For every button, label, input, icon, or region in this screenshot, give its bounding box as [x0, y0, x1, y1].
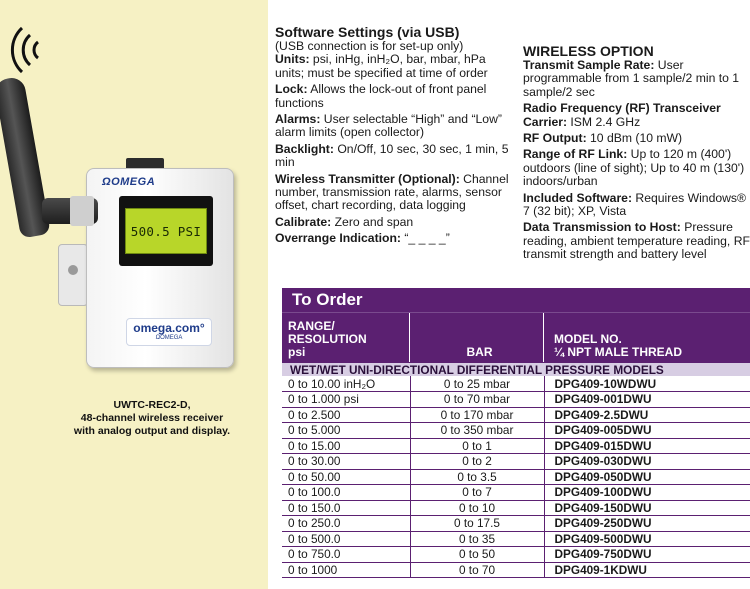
spec-item	[523, 192, 750, 219]
device-logo-subtext: ΩOMEGA	[155, 335, 183, 341]
model-number-cell: DPG409-005DWU	[544, 423, 750, 439]
bar-cell: 0 to 350 mbar	[410, 423, 544, 439]
bar-cell: 0 to 25 mbar	[410, 376, 544, 392]
wireless-option-section	[523, 43, 750, 262]
header-line: psi	[288, 345, 306, 359]
bar-cell: 0 to 70 mbar	[410, 392, 544, 408]
caption-line: UWTC-REC2-D,	[113, 399, 191, 411]
mounting-bracket	[58, 244, 88, 306]
bar-cell: 0 to 7	[410, 485, 544, 501]
range-cell: 0 to 750.0	[282, 547, 410, 563]
spec-item	[275, 143, 515, 170]
bar-cell: 0 to 10	[410, 500, 544, 516]
model-number-cell: DPG409-100DWU	[544, 485, 750, 501]
range-cell: 0 to 30.00	[282, 454, 410, 470]
table-header	[282, 312, 750, 362]
spec-item	[523, 132, 750, 145]
range-cell: 0 to 100.0	[282, 485, 410, 501]
order-rows	[282, 376, 750, 578]
software-settings-subheading: (USB connection is for set-up only)	[275, 39, 464, 53]
wireless-signal-icon	[6, 22, 50, 78]
photo-caption	[38, 399, 266, 438]
spec-value: User selectable “High” and “Low” alarm limits (open collector)	[275, 112, 502, 140]
spec-value: psi, inHg, inH₂O, bar, mbar, hPa units; must be specified at time of order	[275, 52, 488, 80]
range-cell: 0 to 15.00	[282, 438, 410, 454]
range-cell: 0 to 1.000 psi	[282, 392, 410, 408]
header-line: RESOLUTION	[288, 332, 367, 346]
bar-cell: 0 to 3.5	[410, 469, 544, 485]
header-thread-line: ¼ NPT MALE THREAD	[554, 345, 683, 359]
table-row	[282, 469, 750, 485]
spec-value: ISM 2.4 GHz	[570, 114, 641, 129]
caption-line: with analog output and display.	[73, 425, 231, 437]
to-order-title: To Order	[282, 288, 750, 312]
lcd-reading: 500.5 PSI	[130, 223, 202, 239]
model-group-band: WET/WET UNI-DIRECTIONAL DIFFERENTIAL PRESSURE MODELS	[282, 362, 750, 376]
spec-label: Calibrate:	[275, 214, 332, 229]
model-number-cell: DPG409-2.5DWU	[544, 407, 750, 423]
model-number-cell: DPG409-1KDWU	[544, 562, 750, 578]
spec-value: User programmable from 1 sample/2 min to 1 sample/2 sec	[523, 58, 740, 99]
header-model-no	[544, 313, 750, 362]
spec-label: RF Output:	[523, 131, 587, 146]
spec-item	[275, 113, 515, 140]
spec-item	[523, 148, 750, 188]
table-row	[282, 562, 750, 578]
model-number-cell: DPG409-030DWU	[544, 454, 750, 470]
table-row	[282, 392, 750, 408]
spec-label: Wireless Transmitter (Optional):	[275, 171, 460, 186]
spec-item	[275, 53, 515, 80]
model-number-cell: DPG409-050DWU	[544, 469, 750, 485]
bar-cell: 0 to 35	[410, 531, 544, 547]
product-photo	[0, 0, 268, 589]
header-model-line: MODEL NO.	[554, 332, 622, 346]
spec-value: Allows the lock-out of front panel functions	[275, 82, 487, 110]
spec-label: Range of RF Link:	[523, 147, 628, 162]
spec-value: Requires Windows® 7 (32 bit); XP, Vista	[523, 190, 747, 219]
bar-cell: 0 to 70	[410, 562, 544, 578]
spec-value: Channel number, transmission rate, alarms, sensor offset, chart recording, data logging	[275, 171, 509, 213]
to-order-table	[282, 288, 750, 578]
header-bar	[410, 313, 544, 362]
spec-item	[523, 59, 750, 99]
model-number-cell: DPG409-150DWU	[544, 500, 750, 516]
range-cell: 0 to 1000	[282, 562, 410, 578]
table-row	[282, 547, 750, 563]
model-number-cell: DPG409-10WDWU	[544, 376, 750, 392]
spec-value: On/Off, 10 sec, 30 sec, 1 min, 5 min	[275, 141, 509, 170]
spec-value: Pressure reading, ambient temperature reading, RF transmit strength and battery level	[523, 220, 750, 262]
table-row	[282, 531, 750, 547]
device-brand-label: ΩOMEGA	[102, 176, 156, 188]
spec-value: “_ _ _ _”	[404, 231, 450, 246]
spec-value: Zero and span	[334, 214, 414, 229]
bar-cell: 0 to 2	[410, 454, 544, 470]
software-settings-heading: Software Settings (via USB)	[275, 24, 460, 40]
spec-item	[275, 83, 515, 110]
table-row	[282, 500, 750, 516]
header-line: BAR	[466, 345, 493, 359]
table-row	[282, 516, 750, 532]
spec-item	[523, 102, 750, 129]
table-row	[282, 454, 750, 470]
spec-item	[275, 216, 515, 229]
table-row	[282, 407, 750, 423]
table-row	[282, 423, 750, 439]
range-cell: 0 to 500.0	[282, 531, 410, 547]
model-number-cell: DPG409-500DWU	[544, 531, 750, 547]
range-cell: 0 to 5.000	[282, 423, 410, 439]
device-logo-plate	[126, 318, 212, 346]
bar-cell: 0 to 1	[410, 438, 544, 454]
range-cell: 0 to 50.00	[282, 469, 410, 485]
antenna-mount	[70, 196, 94, 226]
header-line	[554, 333, 682, 359]
range-cell: 0 to 150.0	[282, 500, 410, 516]
spec-item	[275, 173, 515, 213]
spec-label: Alarms:	[275, 112, 321, 127]
range-cell: 0 to 250.0	[282, 516, 410, 532]
bar-cell: 0 to 17.5	[410, 516, 544, 532]
device-logo-text: omega.com°	[133, 321, 205, 335]
bar-cell: 0 to 50	[410, 547, 544, 563]
spec-label: Backlight:	[275, 141, 334, 156]
model-number-cell: DPG409-015DWU	[544, 438, 750, 454]
software-settings-section	[275, 24, 515, 246]
caption-line: 48-channel wireless receiver	[80, 412, 224, 424]
model-number-cell: DPG409-750DWU	[544, 547, 750, 563]
table-row	[282, 485, 750, 501]
spec-label: Radio Frequency (RF) Transceiver Carrier:	[523, 101, 721, 129]
wireless-option-heading: WIRELESS OPTION	[523, 43, 654, 59]
spec-label: Transmit Sample Rate:	[523, 58, 655, 72]
spec-label: Units:	[275, 52, 310, 67]
spec-label: Lock:	[275, 82, 308, 97]
spec-label: Overrange Indication:	[275, 231, 401, 246]
spec-item	[523, 221, 750, 261]
header-line: RANGE/	[288, 319, 335, 333]
spec-item	[275, 232, 515, 245]
bar-cell: 0 to 170 mbar	[410, 407, 544, 423]
spec-value: 10 dBm (10 mW)	[590, 131, 683, 146]
header-range-psi	[282, 313, 410, 362]
table-row	[282, 438, 750, 454]
spec-value: Up to 120 m (400') outdoors (line of sight); Up to 40 m (130') indoors/urban	[523, 147, 745, 189]
spec-label: Included Software:	[523, 190, 633, 205]
model-number-cell: DPG409-250DWU	[544, 516, 750, 532]
spec-label: Data Transmission to Host:	[523, 220, 681, 235]
range-cell: 0 to 2.500	[282, 407, 410, 423]
lcd-display	[125, 208, 207, 254]
range-cell: 0 to 10.00 inH₂O	[282, 376, 410, 392]
model-number-cell: DPG409-001DWU	[544, 392, 750, 408]
table-row	[282, 376, 750, 392]
